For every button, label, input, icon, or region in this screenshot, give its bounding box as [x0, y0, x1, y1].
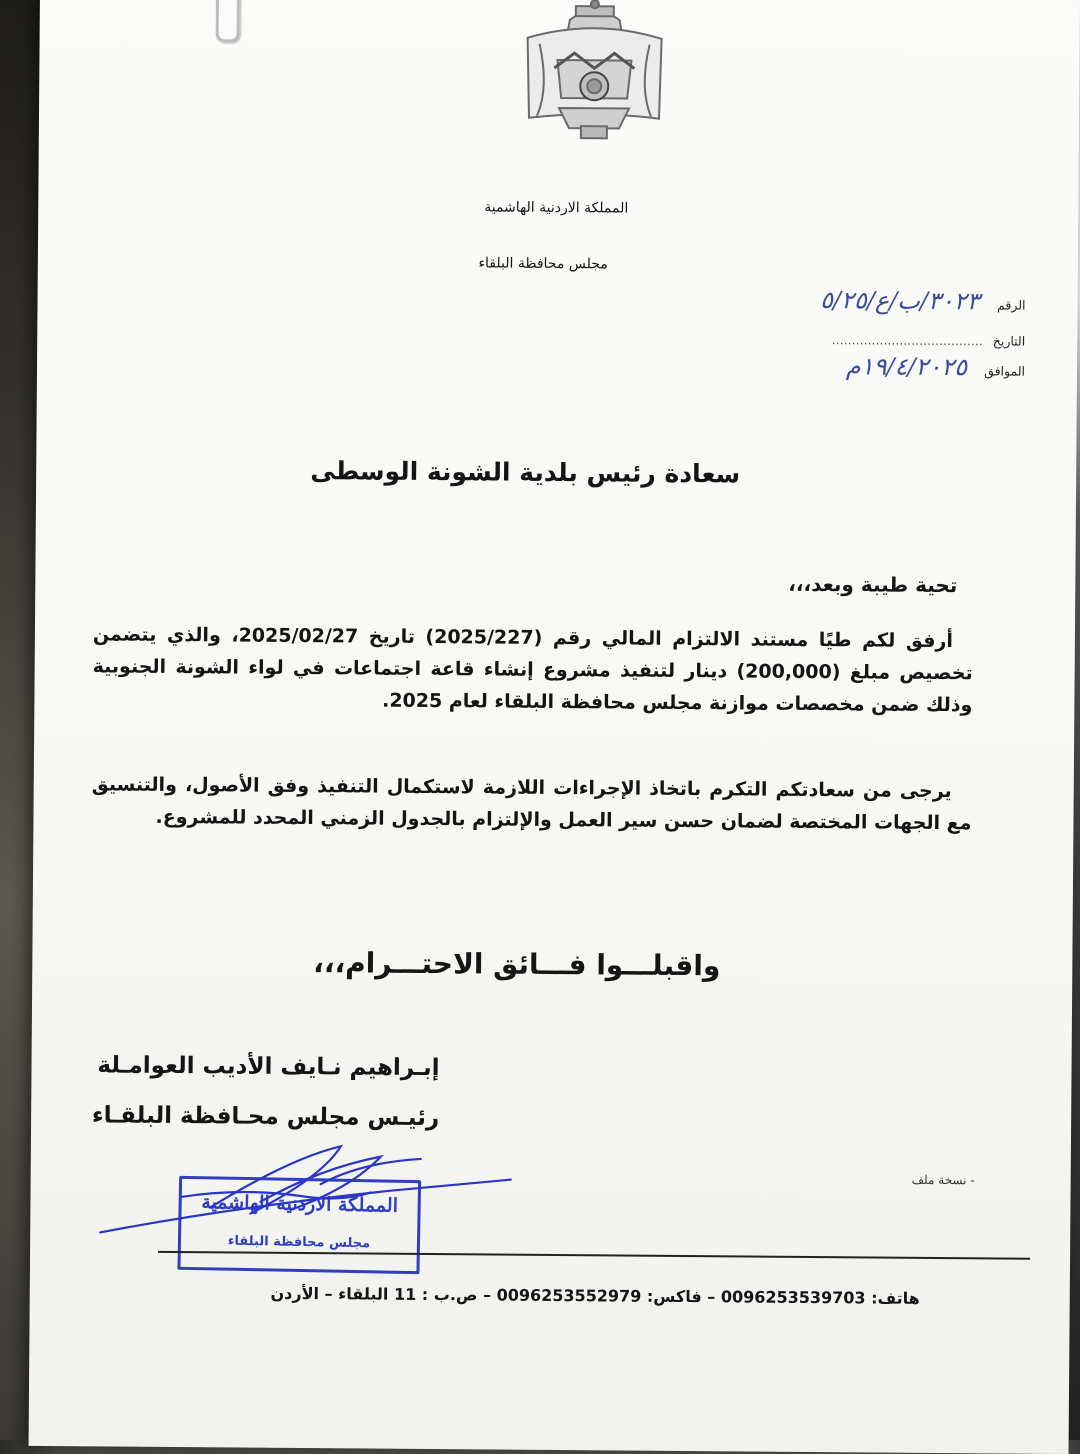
closing: واقبلـــوا فـــائق الاحتـــرام،،،	[313, 946, 721, 983]
reference-number-label: الرقم	[996, 297, 1026, 313]
stamp-line-2: مجلس محافظة البلقاء	[227, 1233, 371, 1252]
paragraph-2	[91, 768, 971, 839]
reference-number-value: ٣٠٢٣/ب/ع/٥/٢٥	[819, 286, 980, 316]
paragraph-1-text: أرفق لكم طيًا مستند الالتزام المالي رقم (2025/227) تاريخ 2025/02/27، والذي يتضمن تخصيص مبلغ (200,000) دينار لتنفيذ مشروع إنشاء قاعة اجتماعات في لواء الشونة الجنوبية وذلك ضمن مخصصات موازنة مجلس محافظة البلقاء لعام 2025.	[92, 623, 973, 717]
date-label: التاريخ	[992, 333, 1026, 349]
corresponding-value: ١٩/٤/٢٠٢٥م	[845, 352, 968, 382]
letter-page	[29, 0, 1080, 1454]
addressee: سعادة رئيس بلدية الشونة الوسطى	[310, 456, 741, 489]
corresponding-row	[978, 363, 1025, 378]
greeting: تحية طيبة وبعد،،،	[788, 571, 958, 598]
date-row	[832, 332, 1026, 349]
footer-contact: هاتف: 0096253539703 – فاكس: 0096253552979 – ص.ب : 11 البلقاء – الأردن	[270, 1283, 920, 1308]
kingdom-name: المملكة الاردنية الهاشمية	[484, 199, 629, 217]
signature-scribble	[90, 1136, 521, 1249]
date-dots: ......................................	[831, 332, 983, 349]
paragraph-1	[92, 618, 973, 721]
signatory-title: رئيـس مجلس محـافظة البلقـاء	[91, 1102, 440, 1132]
reference-number-row	[991, 297, 1026, 312]
paper-clip	[216, 0, 241, 42]
signatory-name: إبـراهيم نـايف الأديب العوامـلة	[97, 1052, 440, 1082]
stamp-line-1: المملكة الاردنية الهاشمية	[201, 1191, 399, 1217]
corresponding-label: الموافق	[984, 363, 1026, 379]
council-name: مجلس محافظة البلقاء	[478, 255, 608, 273]
paragraph-2-text: يرجى من سعادتكم التكرم باتخاذ الإجراءات اللازمة لاستكمال التنفيذ وفق الأصول، والتنسيق مع الجهات المختصة لضمان حسن سير العمل والإلتزام بالجدول الزمني المحدد للمشروع.	[91, 773, 972, 835]
copy-note: - نسخة ملف	[911, 1172, 975, 1188]
coat-of-arms-icon	[509, 0, 680, 147]
